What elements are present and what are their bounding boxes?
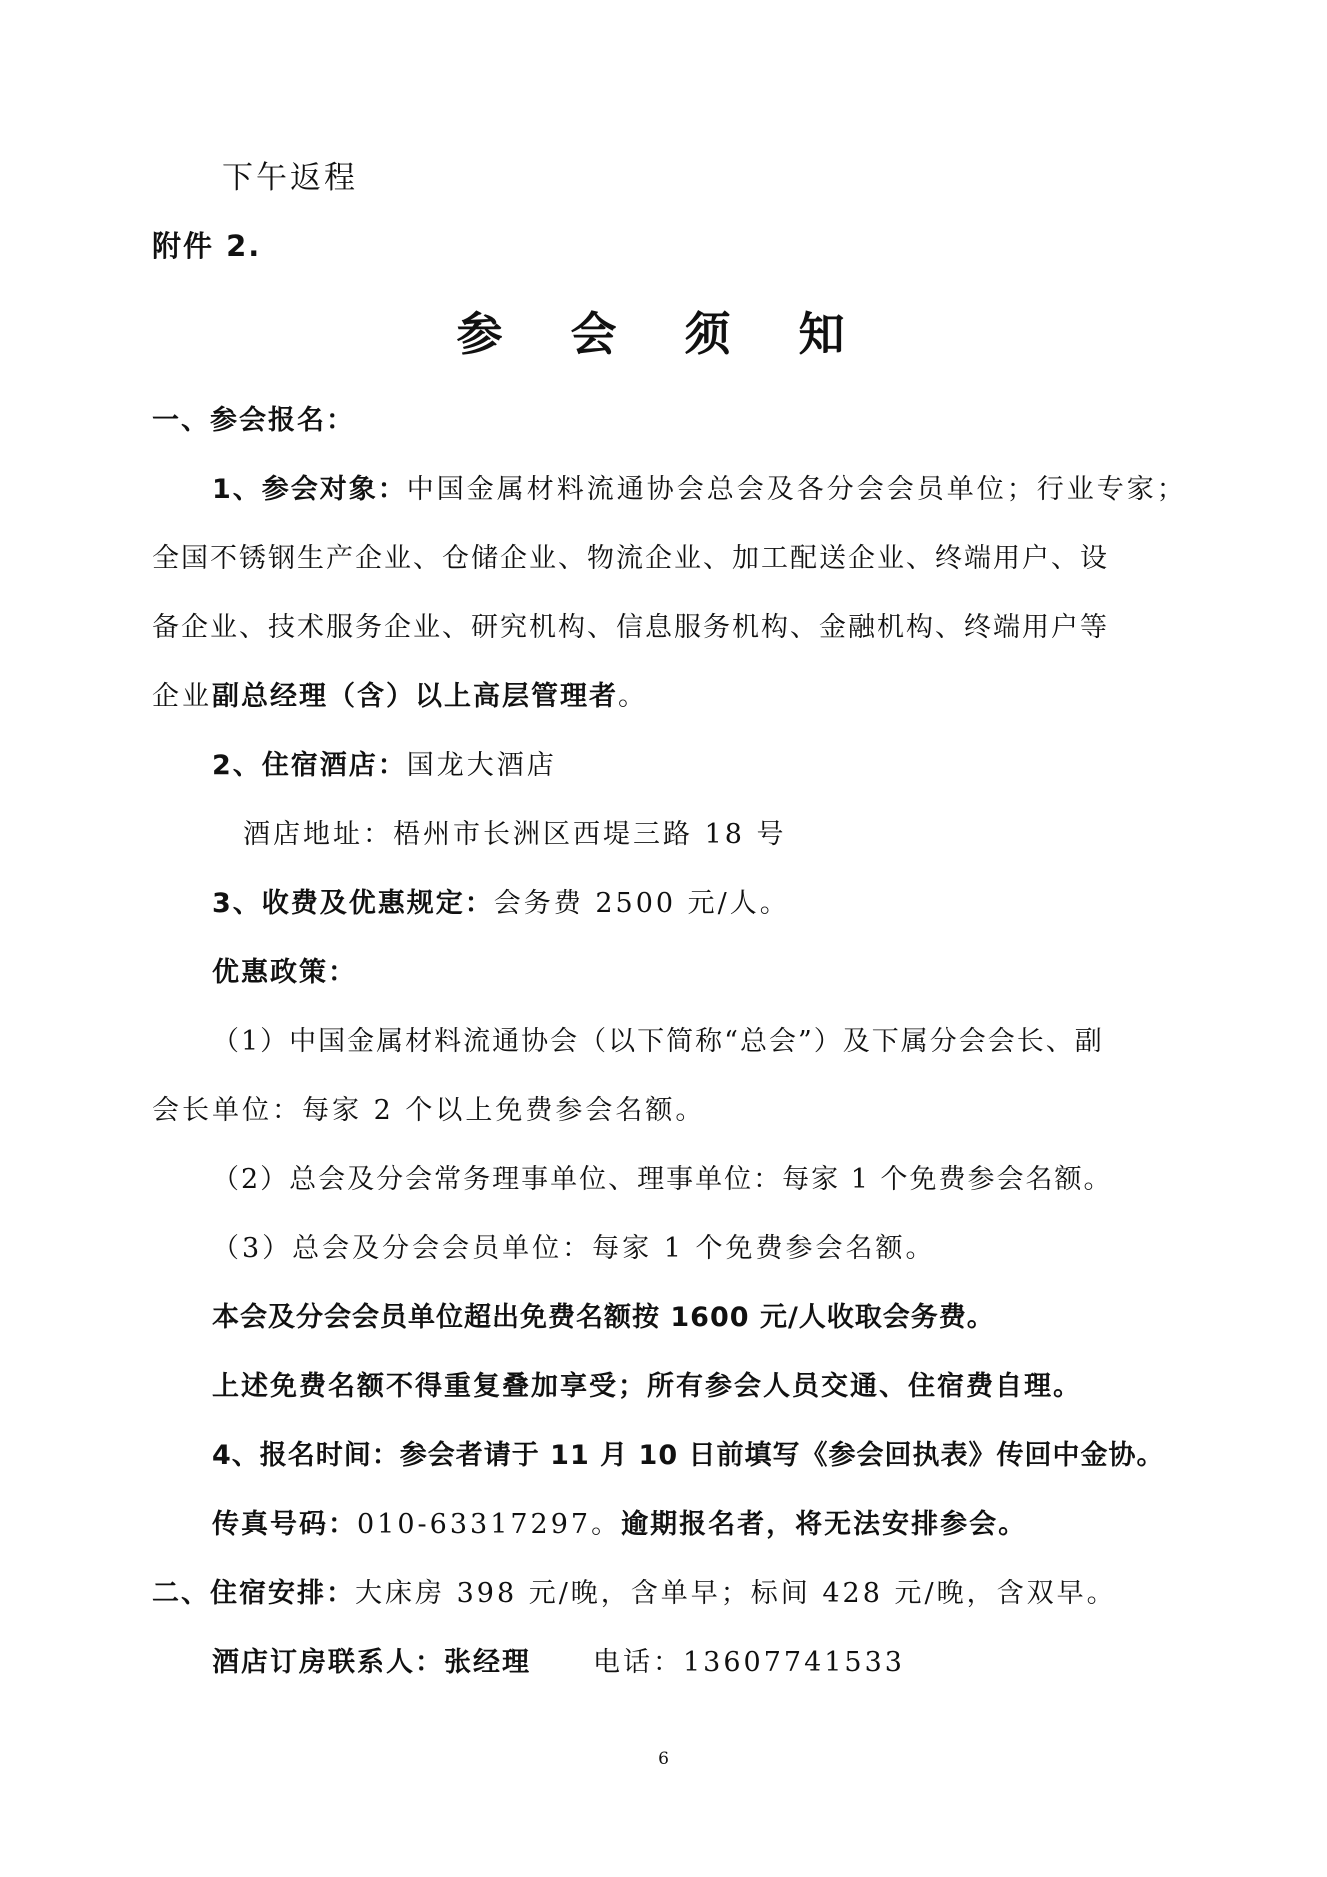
item1-text-line2: 全国不锈钢生产企业、仓储企业、物流企业、加工配送企业、终端用户、设: [152, 543, 1109, 574]
item1-line1: [212, 472, 1187, 508]
item4-line1: 4、报名时间：参会者请于 11 月 10 日前填写《参会回执表》传回中金协。: [212, 1440, 1165, 1471]
bold-note-1: 本会及分会会员单位超出免费名额按 1600 元/人收取会务费。: [212, 1302, 995, 1333]
policy-label: 优惠政策：: [212, 957, 357, 988]
policy2-text: （2）总会及分会常务理事单位、理事单位：每家 1 个免费参会名额。: [212, 1164, 1113, 1195]
room-rates: 大床房 398 元/晚，含单早；标间 428 元/晚，含双早。: [355, 1578, 1117, 1609]
item1-label: 1、参会对象：: [212, 474, 407, 505]
section2-heading: 二、住宿安排：: [152, 1578, 355, 1609]
item1-text-line4-suffix: 。: [618, 681, 648, 712]
item2-line: [212, 748, 557, 784]
item1-line4: [152, 679, 648, 715]
item3-line: [212, 886, 790, 922]
booking-contact: 酒店订房联系人：张经理: [212, 1647, 531, 1678]
page-title: 参 会 须 知: [456, 307, 871, 361]
section1-heading: 一、参会报名：: [152, 405, 355, 436]
policy3-text: （3）总会及分会会员单位：每家 1 个免费参会名额。: [212, 1233, 936, 1264]
item1-text-line4-prefix: 企业: [152, 681, 212, 712]
fax-note: 逾期报名者，将无法安排参会。: [621, 1509, 1028, 1540]
bold-note-2: 上述免费名额不得重复叠加享受；所有参会人员交通、住宿费自理。: [212, 1371, 1082, 1402]
fax-label: 传真号码：: [212, 1509, 357, 1540]
fax-number: 010-63317297。: [357, 1509, 622, 1540]
hotel-name: 国龙大酒店: [406, 750, 557, 781]
policy1-line1: （1）中国金属材料流通协会（以下简称“总会”）及下属分会会长、副: [212, 1026, 1104, 1057]
contact-line: [212, 1645, 905, 1681]
section2-line: [152, 1576, 1117, 1612]
attachment-label: 附件 2.: [152, 229, 262, 263]
contact-phone: 电话：13607741533: [593, 1647, 905, 1678]
page-number: 6: [658, 1749, 669, 1769]
return-trip-text: 下午返程: [222, 160, 358, 196]
item3-label: 3、收费及优惠规定：: [212, 888, 494, 919]
item2-label: 2、住宿酒店：: [212, 750, 407, 781]
hotel-address: 酒店地址：梧州市长洲区西堤三路 18 号: [243, 819, 787, 850]
item1-text-line1: 中国金属材料流通协会总会及各分会会员单位；行业专家；: [406, 474, 1187, 505]
policy1-line2: 会长单位：每家 2 个以上免费参会名额。: [152, 1095, 706, 1126]
item1-text-line4-bold: 副总经理（含）以上高层管理者: [212, 681, 618, 712]
item1-text-line3: 备企业、技术服务企业、研究机构、信息服务机构、金融机构、终端用户等: [152, 612, 1109, 643]
conference-fee: 会务费 2500 元/人。: [493, 888, 790, 919]
fax-line: [212, 1507, 1027, 1543]
